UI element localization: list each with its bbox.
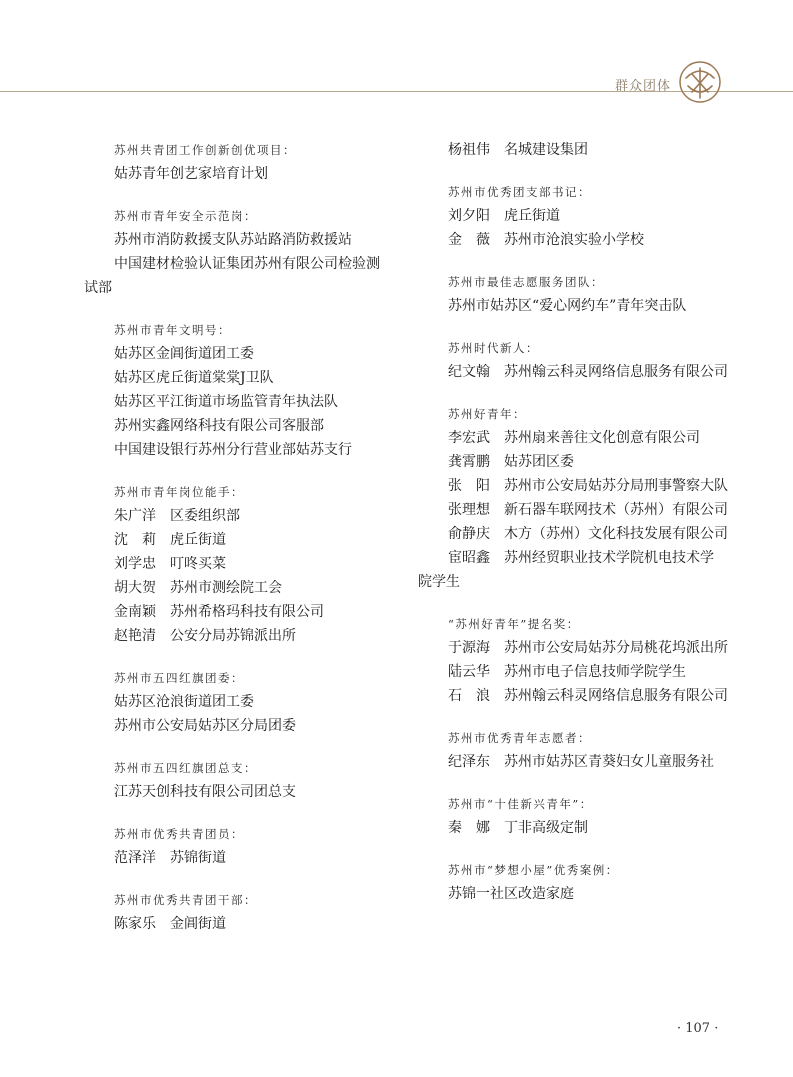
award-group <box>418 336 748 384</box>
left-column <box>84 138 404 954</box>
award-entry: 俞静庆 木方（苏州）文化科技发展有限公司 <box>448 526 728 542</box>
award-heading: 苏州市青年文明号： <box>114 323 231 337</box>
award-group <box>418 726 748 774</box>
award-group <box>84 204 404 300</box>
award-heading: 苏州市五四红旗团委： <box>114 671 244 685</box>
award-entry: 金 薇 苏州市沧浪实验小学校 <box>448 232 644 248</box>
award-entry: 杨祖伟 名城建设集团 <box>448 142 588 158</box>
award-entry-continuation: 试部 <box>84 280 112 296</box>
award-entry: 苏州市公安局姑苏区分局团委 <box>114 718 296 734</box>
section-title: 群众团体 <box>614 79 671 94</box>
award-heading: 苏州市优秀共青团员： <box>114 827 244 841</box>
award-heading: 苏州市最佳志愿服务团队： <box>448 275 604 289</box>
award-entry: 石 浪 苏州翰云科灵网络信息服务有限公司 <box>448 688 728 704</box>
award-entry: 张 阳 苏州市公安局姑苏分局刑事警察大队 <box>448 478 728 494</box>
award-heading: 苏州市“梦想小屋”优秀案例： <box>448 863 619 877</box>
award-entry: 苏州市消防救援支队苏站路消防救援站 <box>114 232 352 248</box>
award-heading: 苏州市“十佳新兴青年”： <box>448 797 593 811</box>
award-entry: 龚霄鹏 姑苏团区委 <box>448 454 574 470</box>
award-entry: 中国建材检验认证集团苏州有限公司检验测 <box>114 256 380 272</box>
award-entry: 秦 娜 丁非高级定制 <box>448 820 588 836</box>
award-entry: 苏锦一社区改造家庭 <box>448 886 574 902</box>
award-group <box>418 180 748 252</box>
award-group <box>84 318 404 462</box>
award-entry: 沈 莉 虎丘街道 <box>114 532 226 548</box>
award-entry: 金南颖 苏州希格玛科技有限公司 <box>114 604 324 620</box>
award-heading: 苏州市优秀共青团干部： <box>114 893 257 907</box>
right-column <box>418 138 748 924</box>
award-group <box>84 756 404 804</box>
award-entry: 于源海 苏州市公安局姑苏分局桃花坞派出所 <box>448 640 728 656</box>
award-entry: 纪泽东 苏州市姑苏区青葵妇女儿童服务社 <box>448 754 714 770</box>
award-heading: 苏州共青团工作创新创优项目： <box>114 143 296 157</box>
award-heading: 苏州市五四红旗团总支： <box>114 761 257 775</box>
award-entry: 姑苏区金阊街道团工委 <box>114 346 254 362</box>
award-entry: 范泽洋 苏锦街道 <box>114 850 226 866</box>
award-entry: 陈家乐 金阊街道 <box>114 916 226 932</box>
seal-logo-icon <box>676 58 724 106</box>
award-group <box>84 888 404 936</box>
award-group <box>418 792 748 840</box>
page-number: · 107 · <box>677 1021 719 1036</box>
award-group <box>418 612 748 708</box>
award-entry: 中国建设银行苏州分行营业部姑苏支行 <box>114 442 352 458</box>
award-entry: 纪文翰 苏州翰云科灵网络信息服务有限公司 <box>448 364 728 380</box>
award-group <box>84 480 404 648</box>
award-entry: 李宏武 苏州扇来善往文化创意有限公司 <box>448 430 700 446</box>
award-group <box>418 138 748 162</box>
award-entry: 陆云华 苏州市电子信息技师学院学生 <box>448 664 686 680</box>
award-entry-continuation: 院学生 <box>418 574 460 590</box>
award-group <box>418 270 748 318</box>
award-group <box>418 858 748 906</box>
award-heading: 苏州市优秀青年志愿者： <box>448 731 591 745</box>
award-entry: 赵艳清 公安分局苏锦派出所 <box>114 628 296 644</box>
award-entry: 苏州市姑苏区“爱心网约车”青年突击队 <box>448 298 687 314</box>
award-entry: 苏州实鑫网络科技有限公司客服部 <box>114 418 324 434</box>
award-heading: 苏州好青年： <box>448 407 526 421</box>
award-heading: 苏州市青年岗位能手： <box>114 485 244 499</box>
award-entry: 姑苏青年创艺家培育计划 <box>114 166 268 182</box>
award-group <box>84 666 404 738</box>
award-entry: 刘学忠 叮咚买菜 <box>114 556 226 572</box>
award-entry: 姑苏区沧浪街道团工委 <box>114 694 254 710</box>
award-heading: 苏州时代新人： <box>448 341 539 355</box>
award-entry: 刘夕阳 虎丘街道 <box>448 208 560 224</box>
award-entry: 江苏天创科技有限公司团总支 <box>114 784 296 800</box>
award-entry: 姑苏区虎丘街道棠棠J卫队 <box>114 370 274 386</box>
award-entry: 张理想 新石器车联网技术（苏州）有限公司 <box>448 502 728 518</box>
award-group <box>84 138 404 186</box>
award-entry: 胡大贺 苏州市测绘院工会 <box>114 580 282 596</box>
award-entry: 朱广洋 区委组织部 <box>114 508 240 524</box>
header-rule <box>0 91 793 92</box>
award-heading: “苏州好青年”提名奖： <box>448 617 580 631</box>
award-group <box>84 822 404 870</box>
award-entry: 宦昭鑫 苏州经贸职业技术学院机电技术学 <box>448 550 714 566</box>
award-heading: 苏州市优秀团支部书记： <box>448 185 591 199</box>
award-group <box>418 402 748 594</box>
award-entry: 姑苏区平江街道市场监管青年执法队 <box>114 394 338 410</box>
award-heading: 苏州市青年安全示范岗： <box>114 209 257 223</box>
